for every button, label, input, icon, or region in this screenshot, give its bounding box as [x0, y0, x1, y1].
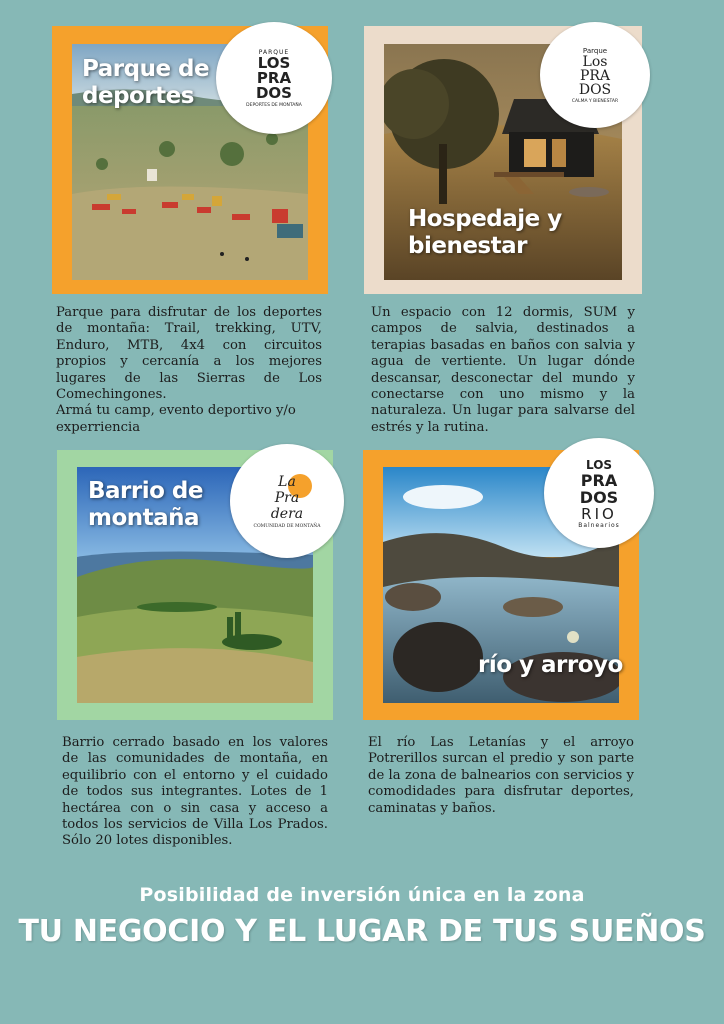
hospedaje-logo-name3: DOS: [578, 81, 612, 98]
parque-logo-top: PARQUE: [258, 48, 290, 56]
barrio-logo: [230, 444, 344, 558]
card-barrio-desc: [62, 735, 328, 850]
footer-subtitle: Posibilidad de inversión única en la zona: [139, 884, 585, 906]
parque-logo-name3: DOS: [255, 83, 292, 102]
hospedaje-logo-sub: CALMA Y BIENESTAR: [571, 98, 619, 104]
parque-logo-name2: PRA: [256, 68, 292, 87]
barrio-logo-name2: Pra: [274, 489, 300, 506]
footer-headline: TU NEGOCIO Y EL LUGAR DE TUS SUEÑOS: [18, 914, 706, 949]
barrio-logo-name3: dera: [270, 505, 304, 522]
barrio-logo-name1: La: [278, 473, 296, 490]
hospedaje-logo-top: Parque: [582, 46, 608, 55]
parque-logo-name1: LOS: [257, 53, 291, 72]
card-barrio-title: Barrio de montaña: [88, 478, 203, 531]
rio-logo-name3: DOS: [579, 487, 619, 507]
card-rio-desc: [368, 735, 634, 817]
parque-desc-p1: Parque para disfrutar de los deportes de montaña: Trail, trekking, UTV, Enduro, MTB, 4x4 con circuitos propios y cercanía a los mejores lugares de las Sierras de Los Comechingones.: [56, 305, 322, 403]
hospedaje-desc-p1: Un espacio con 12 dormis, SUM y campos de salvia, destinados a terapias basadas en baños con salvia y agua de vertiente. Un lugar dónde descansar, desconectar del mundo y conectarse con uno mismo y la naturaleza. Un lugar para salvarse del estrés y la rutina.: [371, 305, 635, 435]
parque-logo: [216, 22, 332, 134]
barrio-desc-p1: Barrio cerrado basado en los valores de las comunidades de montaña, en equilibrio con el entorno y el cuidado de todos sus integrantes. Lotes de 1 hectárea con o sin casa y acceso a todos los servicios de Villa Los Prados. Sólo 20 lotes disponibles.: [62, 735, 328, 849]
rio-desc-p1: El río Las Letanías y el arroyo Potrerillos surcan el predio y son parte de la zona de balnearios con servicios y comodidades para disfrutar deportes, caminatas y baños.: [368, 735, 634, 816]
parque-logo-sub: DEPORTES DE MONTAÑA: [246, 102, 302, 108]
rio-logo-extra: RIO: [581, 504, 617, 523]
card-hospedaje-desc: [371, 305, 635, 436]
card-parque-desc: [56, 305, 322, 436]
rio-logo: [544, 438, 654, 548]
card-hospedaje-title: Hospedaje y bienestar: [408, 206, 562, 259]
rio-logo-sub: Balnearios: [578, 521, 620, 529]
rio-logo-name2: PRA: [580, 470, 618, 490]
parque-desc-p2: Armá tu camp, evento deportivo y/o experriencia: [56, 403, 296, 435]
hospedaje-logo-name2: PRA: [579, 67, 611, 84]
hospedaje-logo-name1: Los: [582, 53, 608, 70]
card-rio-title: río y arroyo: [478, 652, 623, 678]
card-parque-title: Parque de deportes: [82, 56, 210, 109]
barrio-logo-sub: COMUNIDAD DE MONTAÑA: [253, 523, 321, 529]
hospedaje-logo: [540, 22, 650, 128]
rio-logo-name1: LOS: [585, 457, 613, 472]
